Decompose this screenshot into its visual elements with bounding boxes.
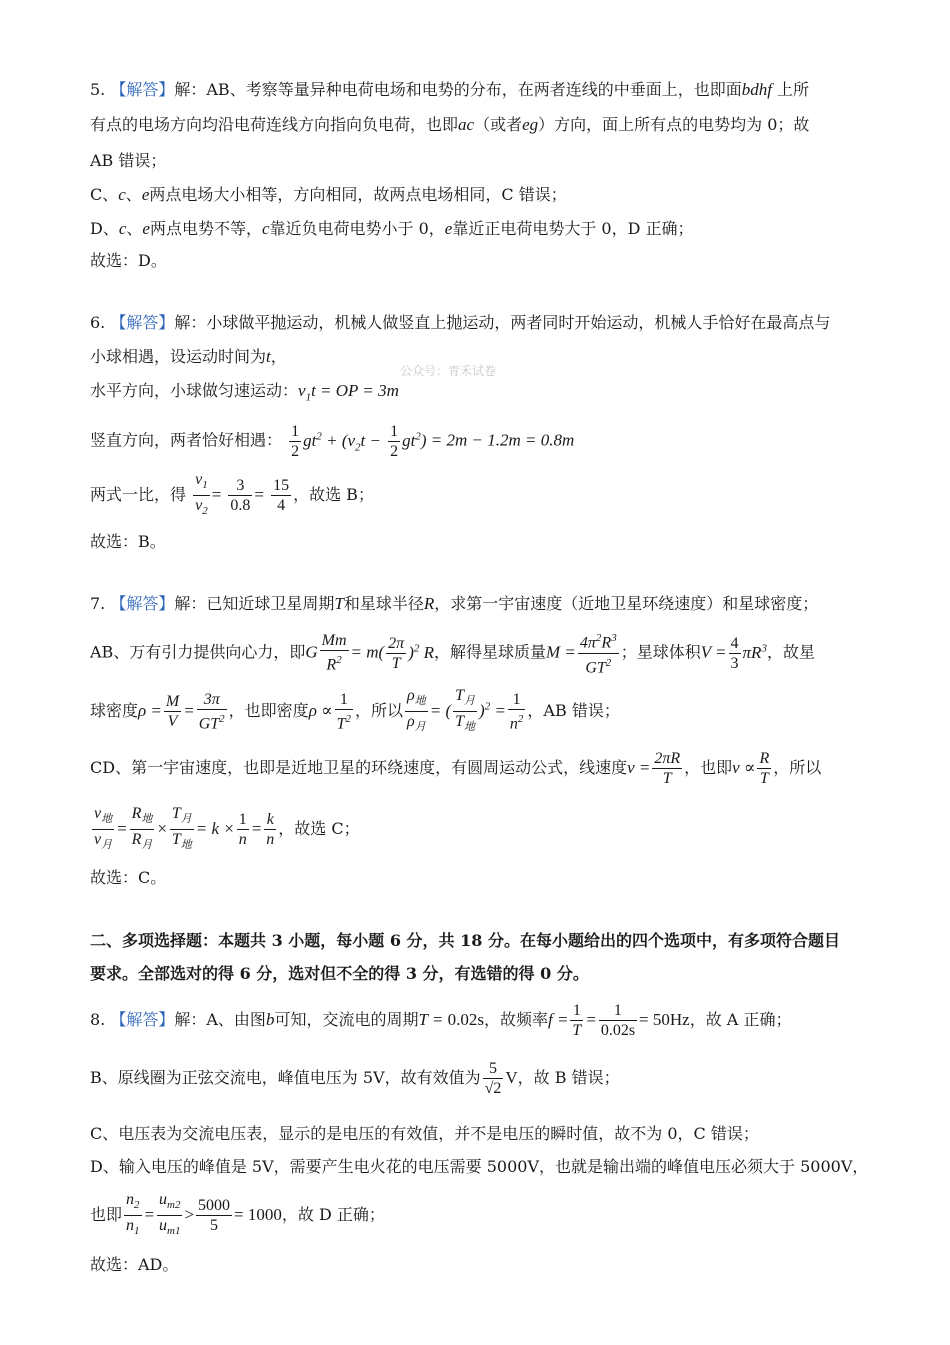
answer-tag: 【解答】 [110,1010,175,1029]
q6-line3: 水平方向，小球做匀速运动：$v_1t$ = OP = 3m [90,381,399,404]
watermark: 公众号：青禾试卷 [400,364,497,378]
fraction: $\frac{1}{T}$ [572,1002,582,1039]
q5-line5: D、c、e两点电势不等，c靠近负电荷电势小于 0，e靠近正电荷电势大于 0，D 正确； [90,219,694,238]
fraction: $\frac{1}{2}$ [390,422,399,460]
q5-conclusion: 故选：D。 [90,251,167,270]
q7-line4: CD、第一宇宙速度，也即是近地卫星的环绕速度，有圆周运动公式，线速度v = $\frac{2\pi R}{T}$ ，也即v ∝ $\frac{R}{T}$ ，所以 [90,750,822,787]
q7-line2: AB、万有引力提供向心力，即G $\frac{Mm}{R^2}$ = m( $\frac{2\pi}{T}$ )$^2$ R，解得星球质量M = $\frac{4\pi^2R^3}{GT^2}$ ；星球体积V = $\frac{4}{3}$ $\pi R^3$，故星 [90,628,864,672]
fraction: $\frac{1}{n}$ [238,811,247,849]
fraction: $\frac{4}{3}$ [730,634,739,672]
fraction: $\frac{v_地}{v_月}$ [94,805,113,852]
answer-tag: 【解答】 [110,80,175,99]
velocity-ratio: $\frac{v_1}{v_2}$ [195,471,208,518]
q6-line5: 两式一比，得 $\frac{v_1}{v_2}$ = $\frac{3}{0.8}$ = $\frac{15}{4}$ ，故选 B； [90,470,864,514]
fraction: $\frac{1}{2}$ [291,422,300,460]
fraction: $\frac{R}{T}$ [759,750,770,787]
q8-line5: 也即 $\frac{n_2}{n_1}$ = $\frac{u_{m2}}{u_{m1}}$ > $\frac{5000}{5}$ = 1000，故 D 正确； [90,1190,864,1234]
q8-line1: 8. 【解答】解：A、由图b可知，交流电的周期T = 0.02s，故频率f = $\frac{1}{T}$ = $\frac{1}{0.02s}$ = 50Hz，故 A 正确； [90,1002,792,1039]
fraction: $\frac{\rho_地}{\rho_月}$ [407,687,426,734]
section-heading: 二、多项选择题：本题共 3 小题，每小题 6 分，共 18 分。在每小题给出的四个选项中，有多项符合题目 [90,931,840,950]
q5-line1: 5. 【解答】解：AB、考察等量异种电荷电场和电势的分布，在两者连线的中垂面上，也即面bdhf 上所 [90,80,810,99]
fraction: $\frac{1}{T^2}$ [336,691,352,733]
fraction: $\frac{1}{n^2}$ [509,691,524,733]
fraction: $\frac{T_月}{T_地}$ [171,805,192,852]
fraction: $\frac{n_2}{n_1}$ [126,1191,140,1238]
fraction: $\frac{Mm}{R^2}$ [321,632,347,674]
fraction: $\frac{5}{√2}$ [484,1060,502,1097]
answer-tag: 【解答】 [110,313,175,332]
q5-line2: 有点的电场方向均沿电荷连线方向指向负电荷，也即ac（或者eg）方向，面上所有点的电势均为 0；故 [90,115,810,134]
q6-conclusion: 故选：B。 [90,532,166,551]
q7-conclusion: 故选：C。 [90,868,167,887]
fraction: $\frac{15}{4}$ [273,477,290,515]
fraction: $\frac{3\pi}{GT^2}$ [198,691,225,733]
fraction: $\frac{2\pi R}{T}$ [654,750,681,787]
fraction: $\frac{T_月}{T_地}$ [455,687,476,734]
q8-line2: B、原线圈为正弦交流电，峰值电压为 5V，故有效值为 $\frac{5}{√2}$ V，故 B 错误； [90,1060,620,1097]
q5-line3: AB 错误； [90,151,167,170]
fraction: $\frac{R_地}{R_月}$ [131,805,153,852]
fraction: $\frac{4\pi^2R^3}{GT^2}$ [578,629,619,677]
q5-line4: C、c、e两点电场大小相等，方向相同，故两点电场相同，C 错误； [90,185,567,204]
fraction: $\frac{1}{0.02s}$ [600,1002,636,1039]
section-heading-cont: 要求。全部选对的得 6 分，选对但不全的得 3 分，有选错的得 0 分。 [90,964,589,983]
fraction: $\frac{M}{V}$ [165,693,180,731]
q8-conclusion: 故选：AD。 [90,1255,179,1274]
answer-tag: 【解答】 [110,594,175,613]
q8-line4: D、输入电压的峰值是 5V，需要产生电火花的电压需要 5000V，也就是输出端的峰值电压必须大于 5000V， [90,1157,869,1176]
fraction: $\frac{k}{n}$ [266,811,275,849]
q6-line1: 6. 【解答】解：小球做平抛运动，机械人做竖直上抛运动，两者同时开始运动，机械人手恰好在最高点与 [90,313,831,332]
fraction: $\frac{u_{m2}}{u_{m1}}$ [159,1191,181,1238]
q6-line2: 小球相遇，设运动时间为t， [90,347,287,366]
fraction: $\frac{3}{0.8}$ [230,477,251,515]
q7-line5: $\frac{v_地}{v_月}$ = $\frac{R_地}{R_月}$ × $\frac{T_月}{T_地}$ = k × $\frac{1}{n}$ = $\frac{k}{n}$ ，故选 C； [90,804,864,848]
q7-line3: 球密度ρ = $\frac{M}{V}$ = $\frac{3\pi}{GT^2}$ ，也即密度ρ ∝ $\frac{1}{T^2}$ ，所以 $\frac{\rho_地}{\rho_月}$ = ( $\frac{T_月}{T_地}$ )$^2$ = $\frac{1}{n^2}$ ，AB 错误； [90,686,864,730]
fraction: $\frac{5000}{5}$ [198,1197,231,1235]
q6-line4: 竖直方向，两者恰好相遇： $\frac{1}{2}$ $gt^2 + (v_2t$ − $\frac{1}{2}$ $gt^2) = 2m - 1.2m = 0.8m$ [90,422,575,460]
fraction: $\frac{2\pi}{T}$ [388,634,405,672]
q8-line3: C、电压表为交流电压表，显示的是电压的有效值，并不是电压的瞬时值，故不为 0，C 错误； [90,1124,759,1143]
q7-line1: 7. 【解答】解：已知近球卫星周期T和星球半径R，求第一宇宙速度（近地卫星环绕速度）和星球密度； [90,594,819,613]
